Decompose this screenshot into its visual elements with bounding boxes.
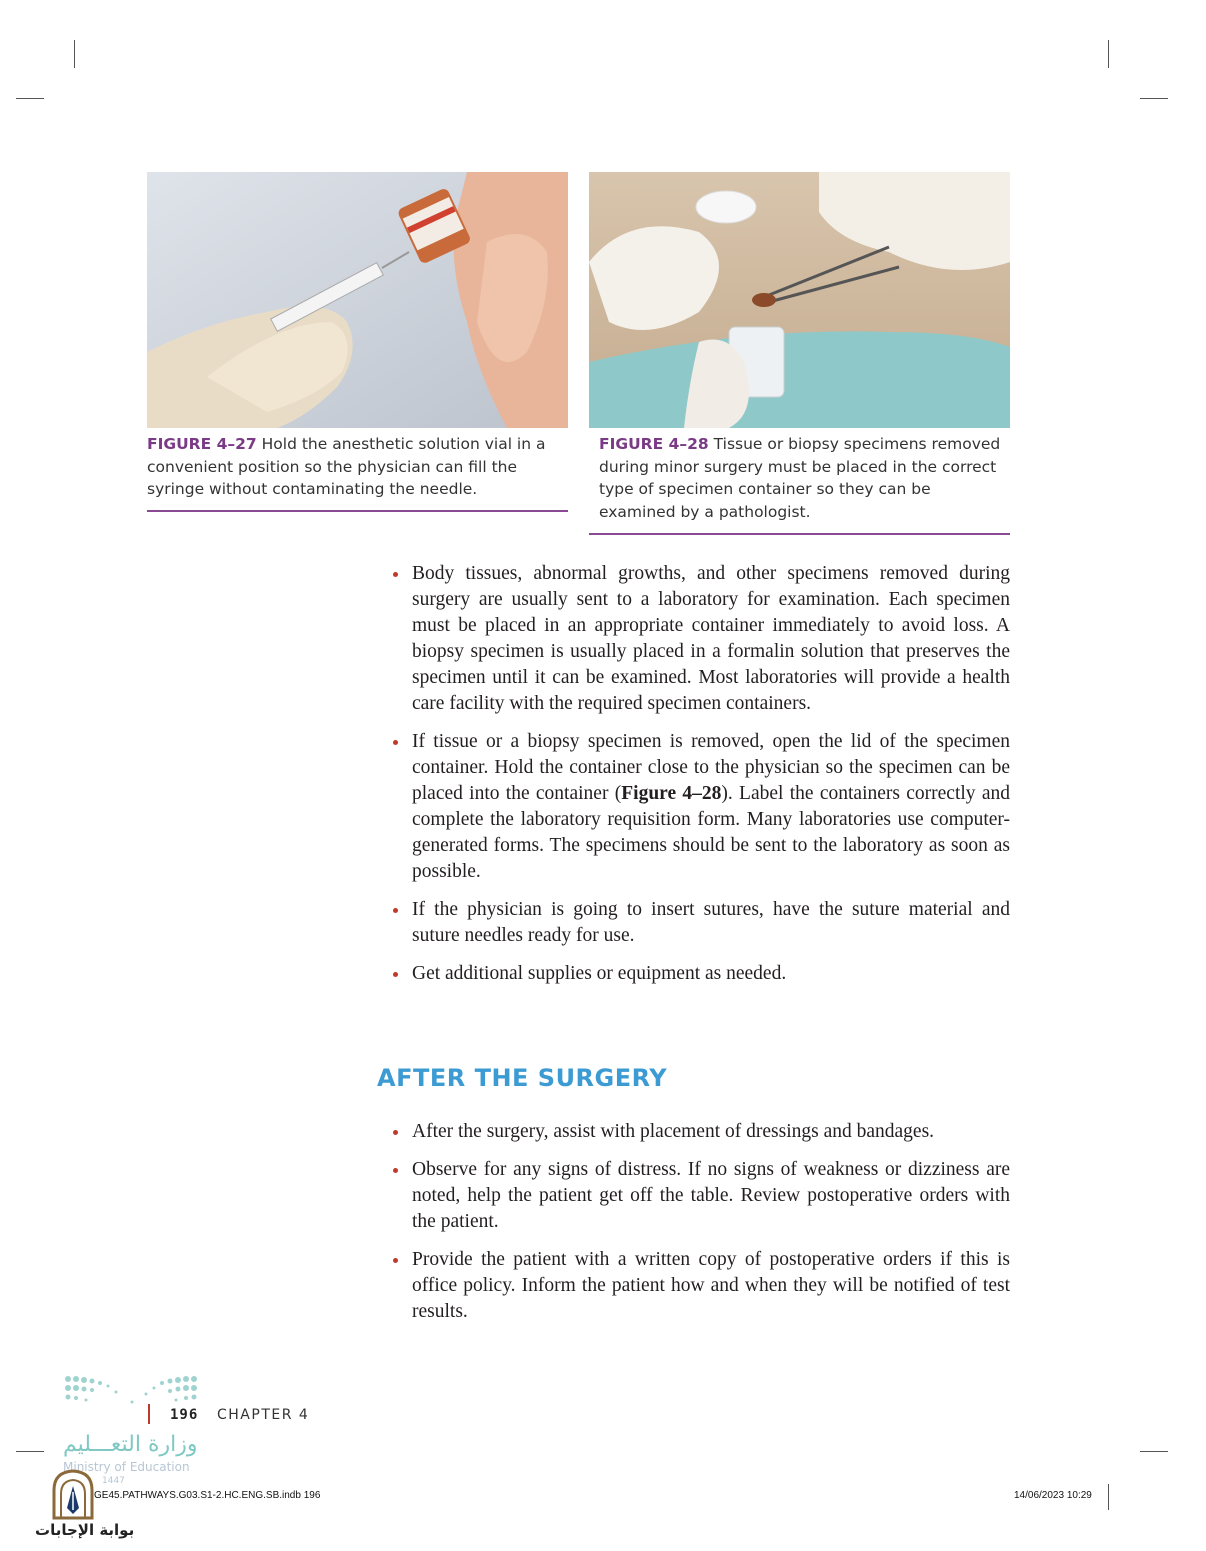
- caption-rule: [147, 510, 568, 512]
- list-item: [390, 1247, 1010, 1325]
- page-number: 196: [170, 1407, 199, 1423]
- bullet-dot: [393, 1168, 398, 1173]
- bullet-text: Observe for any signs of distress. If no signs of weakness or dizziness are noted, help the patient get off the table. Review postoperative orders with the patient.: [412, 1159, 1010, 1232]
- figure-4-27-photo: [147, 172, 568, 428]
- figure-4-28-caption: [599, 433, 1010, 523]
- caption-text: Hold the anesthetic solution vial in a convenient position so the physician can fill the syringe without contaminating the needle.: [147, 435, 546, 498]
- list-item: [390, 1157, 1010, 1235]
- figure-reference: Figure 4–28: [621, 783, 722, 804]
- crop-mark: [1140, 98, 1168, 99]
- figure-label: FIGURE 4–28: [599, 435, 709, 453]
- crop-mark: [1140, 1451, 1168, 1452]
- crop-mark: [74, 40, 75, 68]
- section-heading: AFTER THE SURGERY: [377, 1064, 668, 1092]
- list-item: [390, 561, 1010, 717]
- page-number-divider: [148, 1404, 150, 1424]
- ministry-arabic-wordmark: وزارة التعـــليم: [63, 1432, 198, 1457]
- dot-pattern-decoration: [62, 1374, 202, 1410]
- crop-mark: [1108, 1484, 1109, 1510]
- caption-text: Tissue or biopsy specimens removed during minor surgery must be placed in the correct type of specimen container so they can be examined by a pathologist.: [599, 435, 1001, 521]
- list-item: [390, 729, 1010, 885]
- chapter-label: CHAPTER 4: [217, 1407, 310, 1423]
- figure-4-28-photo: [589, 172, 1010, 428]
- bullet-text: Body tissues, abnormal growths, and other specimens removed during surgery are usually sent to a laboratory for examination. Each specimen must be placed in an appropriate container immediately to avoid loss. A biopsy specimen is usually placed in a formalin solution that preserves the specimen until it can be examined. Most laboratories will provide a health care facility with the required specimen containers.: [412, 563, 1010, 714]
- bullet-text: Get additional supplies or equipment as needed.: [412, 963, 787, 984]
- crop-mark: [16, 98, 44, 99]
- bullet-dot: [393, 908, 398, 913]
- portal-label: بوابة الإجابات: [35, 1521, 135, 1539]
- list-item: [390, 1119, 1010, 1145]
- bullet-dot: [393, 1130, 398, 1135]
- bullet-dot: [393, 1258, 398, 1263]
- print-slug-filename: GE45.PATHWAYS.G03.S1-2.HC.ENG.SB.indb 196: [94, 1490, 321, 1501]
- bullet-text: Provide the patient with a written copy of postoperative orders if this is office policy. Inform the patient how and when they will be notified of test results.: [412, 1249, 1010, 1322]
- after-surgery-bullet-list: [390, 1119, 1010, 1337]
- figure-label: FIGURE 4–27: [147, 435, 257, 453]
- bullet-text: ). Label the containers correctly and complete the laboratory requisition form. Many laboratories use computer-generated forms. The specimens should be sent to the laboratory as soon as possible.: [412, 783, 1010, 882]
- bullet-dot: [393, 972, 398, 977]
- figure-4-27-caption: [147, 433, 568, 501]
- caption-rule: [589, 533, 1010, 535]
- crop-mark: [1108, 40, 1109, 68]
- print-slug-date: 14/06/2023 10:29: [1014, 1490, 1092, 1501]
- bullet-text: After the surgery, assist with placement of dressings and bandages.: [412, 1121, 935, 1142]
- ministry-english-wordmark: Ministry of Education: [63, 1460, 190, 1474]
- portal-logo-icon: [50, 1468, 96, 1520]
- crop-mark: [16, 1451, 44, 1452]
- bullet-text: If tissue or a biopsy specimen is removed, open the lid of the specimen container. Hold the container close to the physician so the specimen can be placed into the container (: [412, 731, 1010, 804]
- ministry-year: 1447: [102, 1476, 125, 1486]
- bullet-text: If the physician is going to insert sutures, have the suture material and suture needles ready for use.: [412, 899, 1010, 946]
- procedure-bullet-list: [390, 561, 1010, 999]
- bullet-dot: [393, 572, 398, 577]
- list-item: [390, 961, 1010, 987]
- bullet-dot: [393, 740, 398, 745]
- list-item: [390, 897, 1010, 949]
